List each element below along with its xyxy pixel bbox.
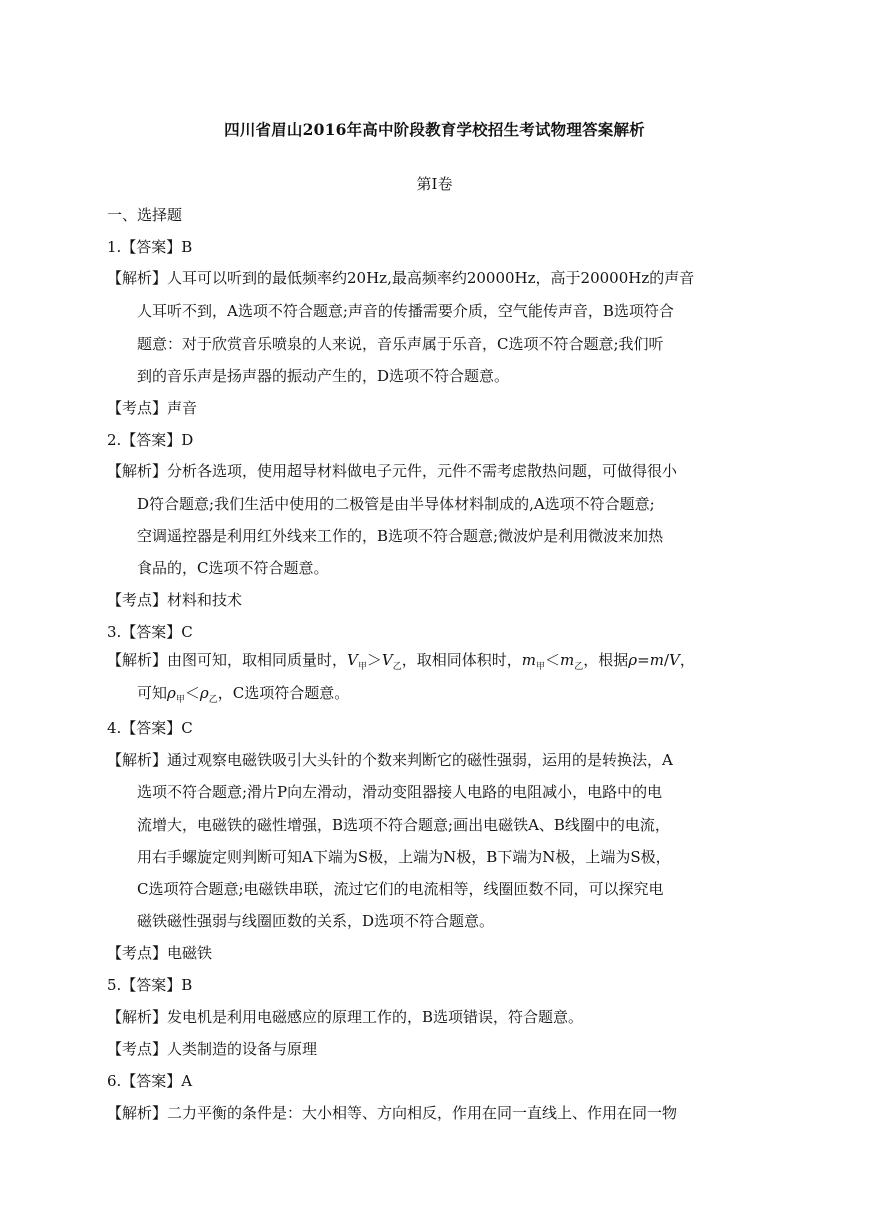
q5-analysis-line: 【解析】发电机是利用电磁感应的原理工作的，B选项错误，符合题意。 bbox=[107, 1008, 584, 1026]
less-than-sign: ＜ bbox=[545, 651, 561, 669]
mass-symbol: m bbox=[521, 651, 536, 669]
q3-text: ，C选项符合题意。 bbox=[217, 684, 350, 702]
q3-text: ， bbox=[679, 651, 695, 669]
division-slash: / bbox=[663, 651, 669, 669]
volume-symbol: V bbox=[669, 651, 680, 669]
q2-analysis-line: 【解析】分析各选项，使用超导材料做电子元件，元件不需考虑散热问题，可做得很小 bbox=[107, 462, 678, 480]
q6-analysis-line: 【解析】二力平衡的条件是：大小相等、方向相反，作用在同一直线上、作用在同一物 bbox=[107, 1104, 678, 1122]
volume-symbol: V bbox=[381, 651, 393, 669]
q6-answer: 6.【答案】A bbox=[107, 1072, 193, 1090]
q4-analysis-line: 【解析】通过观察电磁铁吸引大头针的个数来判断它的磁性强弱，运用的是转换法，A bbox=[107, 751, 673, 769]
q1-analysis-line: 人耳听不到，A选项不符合题意;声音的传播需要介质，空气能传声音，B选项符合 bbox=[137, 302, 674, 320]
q1-analysis-line: 到的音乐声是扬声器的振动产生的，D选项不符合题意。 bbox=[137, 367, 510, 385]
greater-than-sign: ＞ bbox=[366, 651, 382, 669]
q3-answer: 3.【答案】C bbox=[107, 623, 193, 641]
mass-symbol: m bbox=[560, 651, 575, 669]
q4-point: 【考点】电磁铁 bbox=[107, 944, 213, 962]
q4-analysis-line: 磁铁磁性强弱与线圈匝数的关系，D选项不符合题意。 bbox=[137, 912, 495, 930]
volume-heading: 第Ⅰ卷 bbox=[416, 175, 453, 193]
subscript-yi: 乙 bbox=[392, 662, 402, 672]
q3-text: 【解析】由图可知，取相同质量时， bbox=[107, 651, 348, 669]
q2-answer: 2.【答案】D bbox=[107, 431, 194, 449]
q4-analysis-line: C选项符合题意;电磁铁串联，流过它们的电流相等，线圈匝数不同，可以探究电 bbox=[137, 880, 664, 898]
q3-text: ，取相同体积时， bbox=[401, 651, 522, 669]
subscript-yi: 乙 bbox=[574, 662, 584, 672]
q5-point: 【考点】人类制造的设备与原理 bbox=[107, 1040, 318, 1058]
q3-text: ，根据 bbox=[583, 651, 629, 669]
subscript-jia: 甲 bbox=[536, 662, 546, 672]
subscript-jia: 甲 bbox=[357, 662, 367, 672]
q2-analysis-line: D符合题意;我们生活中使用的二极管是由半导体材料制成的,A选项不符合题意; bbox=[137, 495, 655, 513]
subscript-yi: 乙 bbox=[208, 695, 218, 705]
q2-analysis-line: 食品的，C选项不符合题意。 bbox=[137, 559, 329, 577]
q3-analysis-line bbox=[107, 650, 695, 677]
q4-analysis-line: 选项不符合题意;滑片P向左滑动，滑动变阻器接人电路的电阻减小，电路中的电 bbox=[137, 783, 663, 801]
less-than-sign: ＜ bbox=[184, 684, 200, 702]
q1-analysis-line: 题意：对于欣赏音乐喷泉的人来说，音乐声属于乐音，C选项不符合题意;我们听 bbox=[137, 335, 664, 353]
q4-analysis-line: 流增大，电磁铁的磁性增强，B选项不符合题意;画出电磁铁A、B线圈中的电流， bbox=[137, 816, 670, 834]
q1-analysis-line: 【解析】人耳可以听到的最低频率约20Hz,最高频率约20000Hz，高于20000Hz的声音 bbox=[107, 269, 695, 287]
volume-symbol: V bbox=[347, 651, 358, 669]
equals-sign: = bbox=[637, 651, 650, 669]
q3-text: 可知 bbox=[137, 684, 168, 702]
q4-analysis-line: 用右手螺旋定则判断可知A下端为S极，上端为N极，B下端为N极，上端为S极， bbox=[137, 848, 671, 866]
q1-point: 【考点】声音 bbox=[107, 399, 198, 417]
section-heading: 一、选择题 bbox=[107, 206, 183, 224]
density-symbol: ρ bbox=[167, 684, 176, 702]
density-symbol: ρ bbox=[199, 684, 209, 702]
q5-answer: 5.【答案】B bbox=[107, 976, 193, 994]
q2-analysis-line: 空调遥控器是利用红外线来工作的，B选项不符合题意;微波炉是利用微波来加热 bbox=[137, 527, 664, 545]
q3-analysis-line bbox=[137, 683, 349, 710]
density-symbol: ρ bbox=[628, 651, 638, 669]
q2-point: 【考点】材料和技术 bbox=[107, 591, 243, 609]
mass-symbol: m bbox=[649, 651, 664, 669]
q4-answer: 4.【答案】C bbox=[107, 719, 193, 737]
subscript-jia: 甲 bbox=[175, 695, 185, 705]
q1-answer: 1.【答案】B bbox=[107, 238, 193, 256]
document-title: 四川省眉山2016年高中阶段教育学校招生考试物理答案解析 bbox=[224, 120, 645, 139]
